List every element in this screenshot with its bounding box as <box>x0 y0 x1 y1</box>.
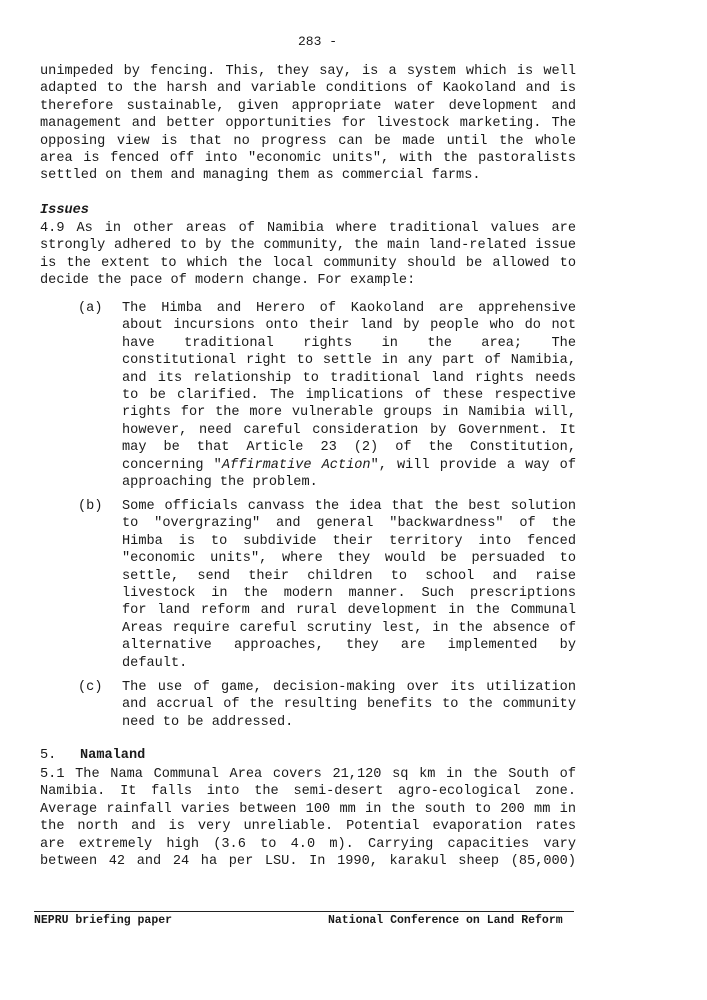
text-line: however, need careful consideration by Government. It <box>122 422 576 438</box>
text-line: constitutional right to settle in any part of Namibia, <box>122 353 576 369</box>
text-line: need to be addressed. <box>122 714 294 730</box>
text-line: for land reform and rural development in the Communal <box>122 603 576 619</box>
list-item-text <box>122 498 576 672</box>
text-line: to "overgrazing" and general "backwardness" of the <box>122 516 576 532</box>
text-line: therefore sustainable, given appropriate water development and <box>40 98 576 114</box>
text-line: approaching the problem. <box>122 475 318 491</box>
text-line: Some officials canvass the idea that the best solution <box>122 499 576 514</box>
text-line: opposing view is that no progress can be made until the whole <box>40 133 576 149</box>
footer-divider <box>34 911 574 912</box>
section-title: Namaland <box>80 748 146 763</box>
page-number: 283 - <box>298 34 338 49</box>
text-line: Himba is to subdivide their territory into fenced <box>122 533 576 549</box>
section-number: 5. <box>40 748 57 763</box>
text-line: Namibia. It falls into the semi-desert agro-ecological zone. <box>40 784 576 800</box>
text-line: The use of game, decision-making over its utilization <box>122 680 576 695</box>
list-item-label: (b) <box>78 499 103 514</box>
footer-right: National Conference on Land Reform <box>328 914 563 927</box>
text-line: and accrual of the resulting benefits to the community <box>122 697 576 713</box>
text-line: Average rainfall varies between 100 mm in the south to 200 mm in <box>40 801 576 817</box>
text-line: "economic units", where they would be persuaded to <box>122 551 576 567</box>
paragraph-5-1 <box>40 766 576 870</box>
text-line: livestock in the modern manner. Such prescriptions <box>122 586 576 602</box>
text-line: have traditional rights in the area; The <box>122 335 576 351</box>
text-line: adapted to the harsh and variable conditions of Kaokoland and is <box>40 81 576 97</box>
text-line: settle, send their children to school and raise <box>122 568 576 584</box>
issues-heading: Issues <box>40 203 89 218</box>
emphasis-text: Affirmative Action <box>221 457 371 473</box>
text-line: the north and is very unreliable. Potential evaporation rates <box>40 819 576 835</box>
text-line: may be that Article 23 (2) of the Constitution, <box>122 440 576 456</box>
text-line: default. <box>122 655 188 671</box>
list-item-label: (a) <box>78 301 103 316</box>
text-line: and its relationship to traditional land rights needs <box>122 370 576 386</box>
text-line: management and better opportunities for livestock marketing. The <box>40 116 576 132</box>
text-line: alternative approaches, they are implemented by <box>122 638 576 654</box>
text-line: is the extent to which the local community should be allowed to <box>40 255 576 271</box>
text-line <box>122 457 576 474</box>
text-line: settled on them and managing them as commercial farms. <box>40 168 481 184</box>
text-fragment: ", will provide a way of <box>370 457 576 473</box>
section-heading <box>40 748 145 763</box>
text-line: 4.9 As in other areas of Namibia where traditional values are <box>40 221 576 236</box>
text-line: area is fenced off into "economic units", with the pastoralists <box>40 151 576 167</box>
text-line: are extremely high (3.6 to 4.0 m). Carrying capacities vary <box>40 836 576 852</box>
text-line: The Himba and Herero of Kaokoland are apprehensive <box>122 301 576 316</box>
list-item-text <box>122 679 576 731</box>
text-fragment: concerning " <box>122 457 222 473</box>
list-item-label: (c) <box>78 680 103 695</box>
text-line: to be clarified. The implications of these respective <box>122 388 576 404</box>
paragraph-4-9 <box>40 220 576 290</box>
text-line: strongly adhered to by the community, the main land-related issue <box>40 238 576 254</box>
footer-left: NEPRU briefing paper <box>34 914 173 927</box>
text-line: 5.1 The Nama Communal Area covers 21,120 sq km in the South of <box>40 767 576 782</box>
text-line: Areas require careful scrutiny lest, in the absence of <box>122 620 576 636</box>
text-line: unimpeded by fencing. This, they say, is a system which is well <box>40 64 576 79</box>
text-line: rights for the more vulnerable groups in Namibia will, <box>122 405 576 421</box>
list-item-text <box>122 300 576 491</box>
text-line: decide the pace of modern change. For example: <box>40 273 416 289</box>
text-line: between 42 and 24 ha per LSU. In 1990, karakul sheep (85,000) <box>40 854 576 870</box>
intro-paragraph <box>40 63 576 185</box>
text-line: about incursions onto their land by people who do not <box>122 318 576 334</box>
